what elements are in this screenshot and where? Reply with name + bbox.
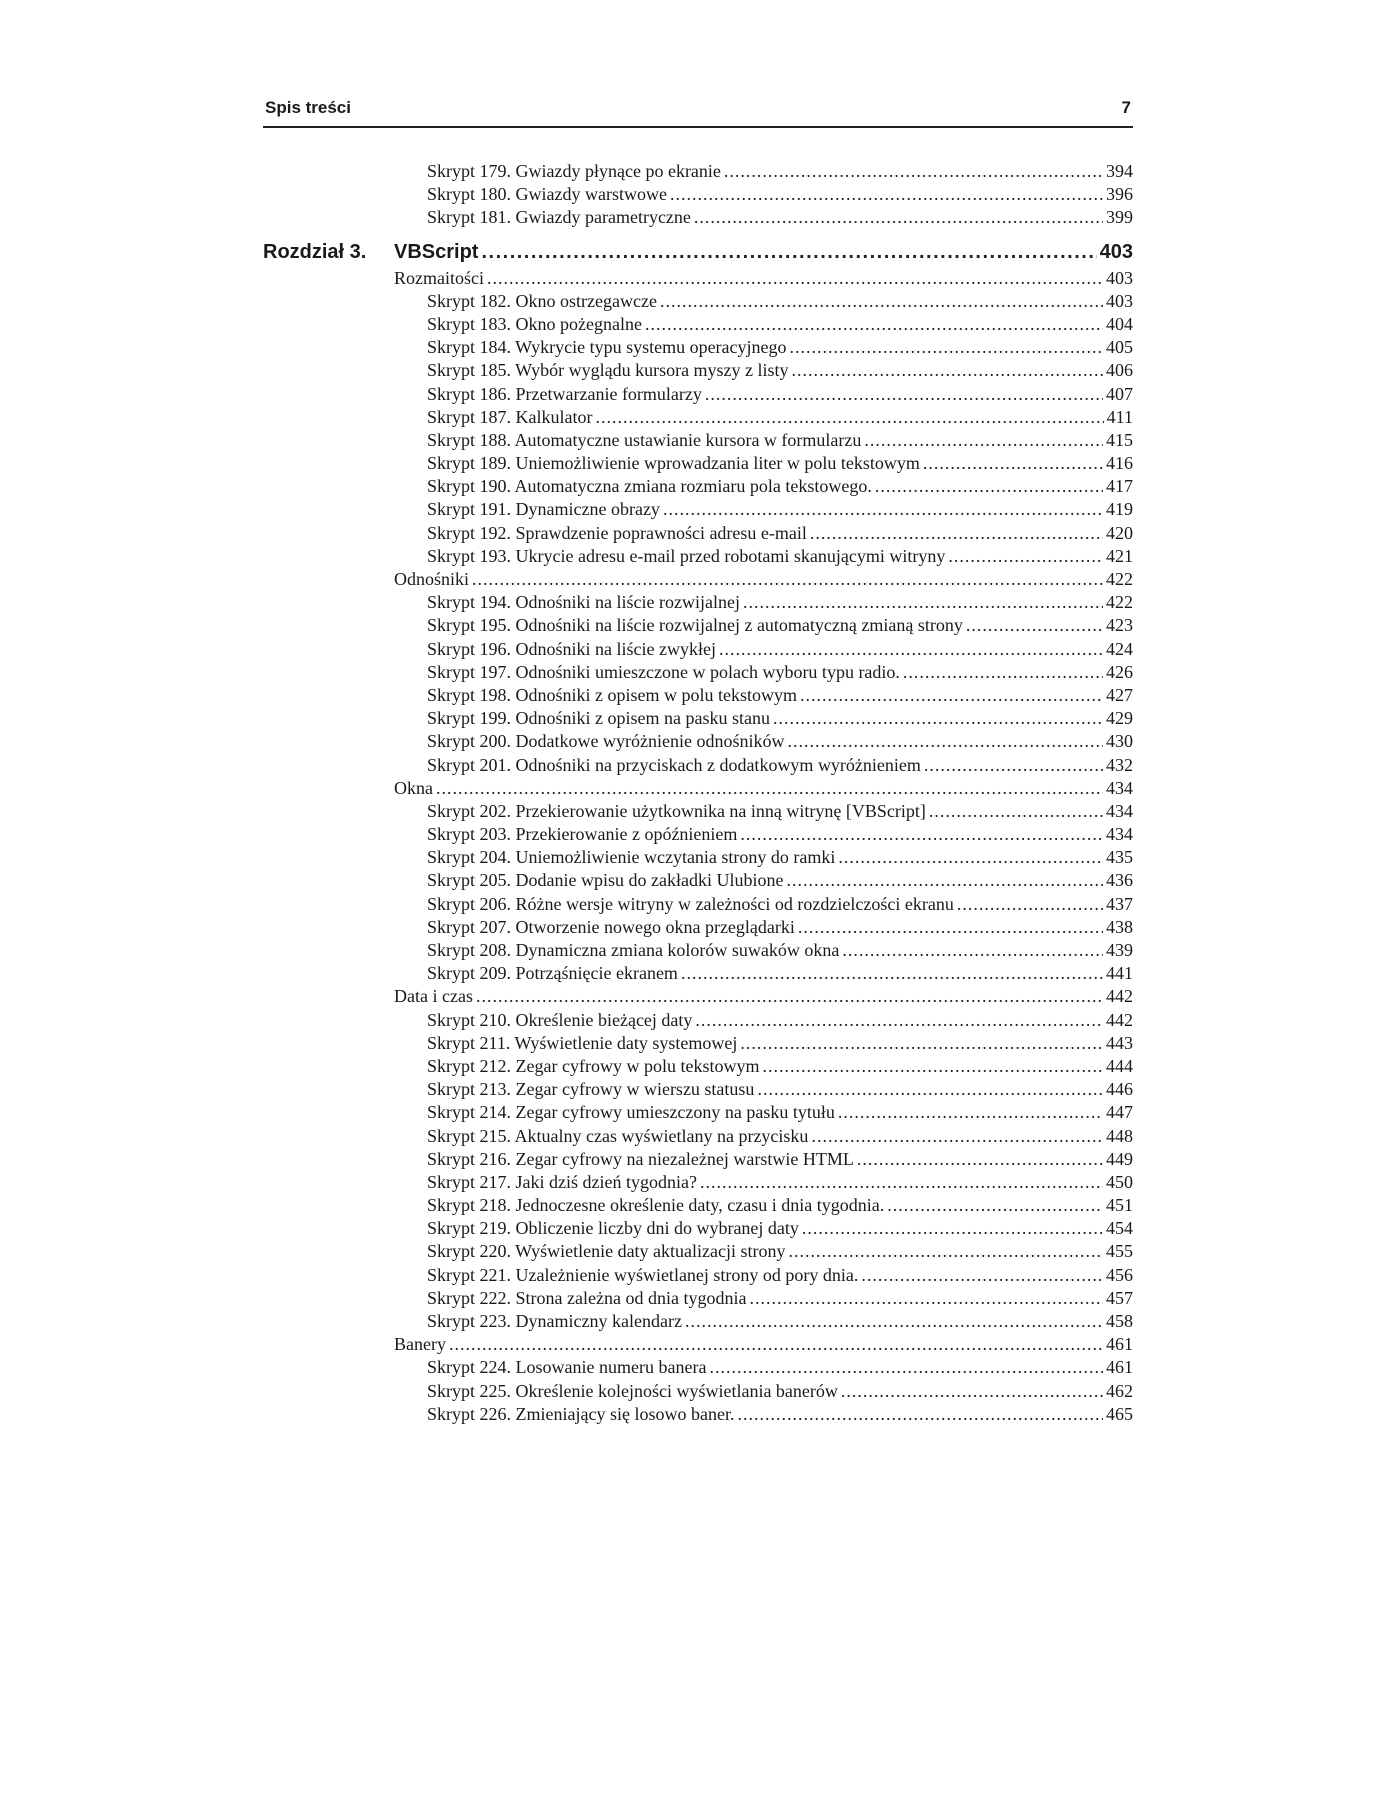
toc-entry-label: Skrypt 210. Określenie bieżącej daty <box>427 1009 693 1030</box>
dot-leader <box>700 1171 1103 1194</box>
section-entry-label: Odnośniki <box>394 569 470 589</box>
toc-entry-label: Skrypt 219. Obliczenie liczby dni do wybranej daty <box>427 1218 799 1239</box>
toc-entry[interactable] <box>263 1264 1133 1287</box>
toc-entry[interactable] <box>263 183 1133 206</box>
toc-entry[interactable] <box>263 522 1133 545</box>
toc-entry-page: 426 <box>1106 661 1133 682</box>
toc-entry[interactable] <box>263 730 1133 753</box>
toc-entry-label: Skrypt 225. Określenie kolejności wyświetlania banerów <box>427 1380 838 1401</box>
toc-entry[interactable] <box>263 939 1133 962</box>
toc-entry-label: Skrypt 200. Dodatkowe wyróżnienie odnośników <box>427 731 785 752</box>
toc-entry[interactable] <box>263 614 1133 637</box>
toc-entry[interactable] <box>263 962 1133 985</box>
dot-leader <box>957 893 1103 916</box>
toc-entry-page: 442 <box>1106 1009 1133 1030</box>
toc-entry[interactable] <box>263 1125 1133 1148</box>
toc-entry[interactable] <box>263 1380 1133 1403</box>
toc-entry-label: Skrypt 204. Uniemożliwienie wczytania strony do ramki <box>427 847 836 868</box>
toc-entry-page: 416 <box>1106 453 1133 474</box>
toc-entry-page: 429 <box>1106 708 1133 729</box>
dot-leader <box>786 869 1103 892</box>
toc-entry[interactable] <box>263 591 1133 614</box>
toc-entry[interactable] <box>263 1194 1133 1217</box>
dot-leader <box>966 614 1103 637</box>
toc-entry[interactable] <box>263 160 1133 183</box>
dot-leader <box>838 846 1103 869</box>
dot-leader <box>903 661 1103 684</box>
dot-leader <box>792 359 1103 382</box>
dot-leader <box>724 160 1103 183</box>
dot-leader <box>811 1125 1103 1148</box>
dot-leader <box>861 1264 1103 1287</box>
toc-entry[interactable] <box>263 1171 1133 1194</box>
toc-entry[interactable] <box>263 1217 1133 1240</box>
toc-entry[interactable] <box>263 1403 1133 1426</box>
toc-entry-label: Skrypt 189. Uniemożliwienie wprowadzania liter w polu tekstowym <box>427 453 920 474</box>
toc-entry[interactable] <box>263 916 1133 939</box>
toc-entry-label: Skrypt 203. Przekierowanie z opóźnieniem <box>427 824 738 845</box>
dot-leader <box>660 290 1103 313</box>
toc-entry[interactable] <box>263 893 1133 916</box>
dot-leader <box>685 1310 1103 1333</box>
section-entry-page: 434 <box>1106 777 1133 798</box>
section-entry[interactable] <box>263 1333 1133 1356</box>
toc-entry[interactable] <box>263 1310 1133 1333</box>
dot-leader <box>787 730 1103 753</box>
toc-entry-page: 394 <box>1106 161 1133 181</box>
toc-entry[interactable] <box>263 1032 1133 1055</box>
toc-entry[interactable] <box>263 823 1133 846</box>
toc-entry-label: Skrypt 211. Wyświetlenie daty systemowej <box>427 1032 738 1053</box>
toc-entry[interactable] <box>263 661 1133 684</box>
toc-entry[interactable] <box>263 1148 1133 1171</box>
toc-entry-label: Skrypt 196. Odnośniki na liście zwykłej <box>427 638 716 659</box>
toc-entry[interactable] <box>263 800 1133 823</box>
dot-leader <box>798 916 1103 939</box>
toc-entry-label: Skrypt 206. Różne wersje witryny w zależności od rozdzielczości ekranu <box>427 893 954 914</box>
dot-leader <box>790 336 1103 359</box>
dot-leader <box>670 183 1103 206</box>
toc-entry-label: Skrypt 187. Kalkulator <box>427 406 593 427</box>
toc-entry[interactable] <box>263 290 1133 313</box>
dot-leader <box>875 475 1103 498</box>
toc-entry[interactable] <box>263 429 1133 452</box>
toc-entry-page: 451 <box>1106 1195 1133 1216</box>
toc-entry-page: 421 <box>1106 545 1133 566</box>
dot-leader <box>709 1356 1103 1379</box>
dot-leader <box>740 823 1103 846</box>
toc-entry-label: Skrypt 220. Wyświetlenie daty aktualizacji strony <box>427 1241 786 1262</box>
dot-leader <box>472 568 1103 591</box>
toc-entry-label: Skrypt 226. Zmieniający się losowo baner. <box>427 1403 735 1424</box>
toc-entry[interactable] <box>263 1055 1133 1078</box>
toc-entry-label: Skrypt 213. Zegar cyfrowy w wierszu statusu <box>427 1079 755 1100</box>
dot-leader <box>481 237 1096 267</box>
section-entry[interactable] <box>263 777 1133 800</box>
toc-entry-page: 439 <box>1106 940 1133 960</box>
toc-entry-page: 406 <box>1106 360 1133 381</box>
toc-entry-page: 444 <box>1106 1055 1133 1076</box>
toc-entry[interactable] <box>263 475 1133 498</box>
toc-entry[interactable] <box>263 846 1133 869</box>
toc-entry-label: Skrypt 198. Odnośniki z opisem w polu tekstowym <box>427 684 797 705</box>
dot-leader <box>436 777 1103 800</box>
toc-entry[interactable] <box>263 383 1133 406</box>
toc-entry-page: 458 <box>1106 1311 1133 1331</box>
toc-entry-label: Skrypt 215. Aktualny czas wyświetlany na przycisku <box>427 1125 809 1146</box>
dot-leader <box>864 429 1103 452</box>
dot-leader <box>948 545 1103 568</box>
dot-leader <box>773 707 1103 730</box>
dot-leader <box>923 452 1103 475</box>
toc-entry-page: 450 <box>1106 1171 1133 1192</box>
running-title: Spis treści <box>265 98 351 117</box>
toc-entry[interactable] <box>263 1009 1133 1032</box>
dot-leader <box>737 1403 1103 1426</box>
section-entry-label: Rozmaitości <box>394 267 484 288</box>
toc-entry-label: Skrypt 209. Potrząśnięcie ekranem <box>427 963 678 984</box>
toc-entry[interactable] <box>263 336 1133 359</box>
toc-entry-label: Skrypt 193. Ukrycie adresu e-mail przed robotami skanującymi witryny <box>427 545 946 566</box>
toc-entry[interactable] <box>263 313 1133 336</box>
dot-leader <box>789 1240 1103 1263</box>
page-header <box>263 96 1133 128</box>
toc-entry-label: Skrypt 182. Okno ostrzegawcze <box>427 290 657 311</box>
toc-entry-label: Skrypt 218. Jednoczesne określenie daty, czasu i dnia tygodnia. <box>427 1195 885 1216</box>
toc-entry-label: Skrypt 194. Odnośniki na liście rozwijalnej <box>427 592 740 613</box>
section-entry[interactable] <box>263 568 1133 591</box>
toc-entry-label: Skrypt 224. Losowanie numeru banera <box>427 1357 707 1378</box>
table-of-contents <box>263 160 1133 1426</box>
toc-entry-label: Skrypt 180. Gwiazdy warstwowe <box>427 184 667 205</box>
toc-entry-page: 449 <box>1106 1148 1133 1169</box>
dot-leader <box>681 962 1103 985</box>
toc-entry-page: 419 <box>1106 499 1133 520</box>
dot-leader <box>800 684 1103 707</box>
toc-entry-page: 436 <box>1106 870 1133 891</box>
toc-entry-page: 435 <box>1106 847 1133 868</box>
toc-entry-page: 427 <box>1106 684 1133 705</box>
toc-entry[interactable] <box>263 452 1133 475</box>
section-entry-page: 442 <box>1106 986 1133 1007</box>
toc-entry-page: 399 <box>1106 207 1133 228</box>
section-entry-label: Banery <box>394 1334 446 1355</box>
chapter-page: 403 <box>1099 240 1133 263</box>
toc-entry[interactable] <box>263 1287 1133 1310</box>
dot-leader <box>740 1032 1103 1055</box>
toc-entry-label: Skrypt 205. Dodanie wpisu do zakładki Ulubione <box>427 870 784 891</box>
toc-entry-page: 422 <box>1106 592 1133 613</box>
dot-leader <box>929 800 1103 823</box>
toc-entry[interactable] <box>263 684 1133 707</box>
toc-entry-page: 405 <box>1106 337 1133 358</box>
toc-entry-label: Skrypt 179. Gwiazdy płynące po ekranie <box>427 161 721 181</box>
dot-leader <box>810 522 1103 545</box>
toc-entry-page: 423 <box>1106 615 1133 636</box>
toc-entry-page: 454 <box>1106 1218 1133 1239</box>
toc-entry-page: 457 <box>1106 1287 1133 1308</box>
section-entry[interactable] <box>263 985 1133 1008</box>
toc-entry[interactable] <box>263 638 1133 661</box>
chapter-title: VBScript <box>394 240 479 263</box>
toc-entry-page: 396 <box>1106 184 1133 205</box>
toc-entry[interactable] <box>263 1078 1133 1101</box>
toc-entry-label: Skrypt 192. Sprawdzenie poprawności adresu e-mail <box>427 522 807 543</box>
toc-entry-page: 438 <box>1106 916 1133 937</box>
toc-entry-page: 462 <box>1106 1380 1133 1401</box>
toc-entry-label: Skrypt 195. Odnośniki na liście rozwijalnej z automatyczną zmianą strony <box>427 615 963 636</box>
dot-leader <box>487 267 1103 290</box>
toc-entry-label: Skrypt 217. Jaki dziś dzień tygodnia? <box>427 1171 697 1192</box>
toc-entry-label: Skrypt 191. Dynamiczne obrazy <box>427 499 660 520</box>
toc-entry[interactable] <box>263 1101 1133 1124</box>
dot-leader <box>743 591 1103 614</box>
chapter-number: Rozdział 3. <box>263 240 367 263</box>
section-entry-page: 461 <box>1106 1334 1133 1355</box>
section-entry-page: 422 <box>1106 569 1133 589</box>
section-entry-label: Okna <box>394 777 433 798</box>
toc-entry-label: Skrypt 222. Strona zależna od dnia tygodnia <box>427 1287 747 1308</box>
toc-entry-label: Skrypt 184. Wykrycie typu systemu operacyjnego <box>427 337 787 358</box>
section-entry-page: 403 <box>1106 267 1133 288</box>
toc-entry-page: 411 <box>1106 406 1133 427</box>
toc-entry[interactable] <box>263 359 1133 382</box>
dot-leader <box>802 1217 1103 1240</box>
toc-entry-page: 434 <box>1106 800 1133 821</box>
toc-entry-page: 455 <box>1106 1241 1133 1262</box>
toc-entry-label: Skrypt 214. Zegar cyfrowy umieszczony na pasku tytułu <box>427 1102 835 1123</box>
toc-entry-label: Skrypt 190. Automatyczna zmiana rozmiaru pola tekstowego. <box>427 476 872 497</box>
toc-entry-label: Skrypt 186. Przetwarzanie formularzy <box>427 383 702 404</box>
toc-entry-page: 437 <box>1106 893 1133 914</box>
dot-leader <box>719 638 1103 661</box>
toc-entry-page: 403 <box>1106 290 1133 311</box>
toc-entry[interactable] <box>263 545 1133 568</box>
toc-entry-page: 434 <box>1106 824 1133 845</box>
toc-entry-page: 420 <box>1106 522 1133 543</box>
toc-entry[interactable] <box>263 1356 1133 1379</box>
toc-entry-page: 417 <box>1106 476 1133 497</box>
chapter-entry[interactable] <box>263 237 1133 267</box>
toc-entry-page: 456 <box>1106 1264 1133 1285</box>
toc-entry[interactable] <box>263 406 1133 429</box>
toc-entry[interactable] <box>263 869 1133 892</box>
dot-leader <box>762 1055 1103 1078</box>
toc-entry-label: Skrypt 199. Odnośniki z opisem na pasku stanu <box>427 708 770 729</box>
toc-entry-page: 443 <box>1106 1032 1133 1053</box>
dot-leader <box>749 1287 1103 1310</box>
toc-entry-label: Skrypt 181. Gwiazdy parametryczne <box>427 207 691 228</box>
dot-leader <box>887 1194 1103 1217</box>
section-entry-label: Data i czas <box>394 986 473 1007</box>
toc-entry-page: 447 <box>1106 1102 1133 1123</box>
toc-entry-page: 446 <box>1106 1079 1133 1100</box>
toc-entry-label: Skrypt 188. Automatyczne ustawianie kursora w formularzu <box>427 429 862 450</box>
toc-entry-page: 407 <box>1106 383 1133 404</box>
dot-leader <box>645 313 1103 336</box>
dot-leader <box>838 1101 1103 1124</box>
dot-leader <box>705 383 1103 406</box>
toc-entry-page: 430 <box>1106 731 1133 752</box>
toc-entry[interactable] <box>263 206 1133 229</box>
toc-entry-label: Skrypt 201. Odnośniki na przyciskach z dodatkowym wyróżnieniem <box>427 754 921 775</box>
toc-entry-page: 432 <box>1106 754 1133 775</box>
toc-entry-label: Skrypt 216. Zegar cyfrowy na niezależnej warstwie HTML <box>427 1148 854 1169</box>
toc-entry-label: Skrypt 212. Zegar cyfrowy w polu tekstowym <box>427 1055 760 1076</box>
toc-entry[interactable] <box>263 498 1133 521</box>
toc-entry-label: Skrypt 185. Wybór wyglądu kursora myszy z listy <box>427 360 789 381</box>
toc-entry-page: 415 <box>1106 429 1133 450</box>
dot-leader <box>476 985 1103 1008</box>
toc-entry-label: Skrypt 207. Otworzenie nowego okna przeglądarki <box>427 916 795 937</box>
page-number: 7 <box>1121 98 1131 117</box>
toc-entry[interactable] <box>263 707 1133 730</box>
dot-leader <box>663 498 1103 521</box>
toc-entry[interactable] <box>263 1240 1133 1263</box>
toc-entry-label: Skrypt 183. Okno pożegnalne <box>427 313 642 334</box>
dot-leader <box>449 1333 1103 1356</box>
toc-entry-label: Skrypt 208. Dynamiczna zmiana kolorów suwaków okna <box>427 940 840 960</box>
dot-leader <box>757 1078 1103 1101</box>
dot-leader <box>595 406 1103 429</box>
toc-entry-page: 424 <box>1106 638 1133 659</box>
toc-entry-label: Skrypt 223. Dynamiczny kalendarz <box>427 1311 682 1331</box>
dot-leader <box>841 1380 1103 1403</box>
toc-entry[interactable] <box>263 754 1133 777</box>
toc-entry-label: Skrypt 197. Odnośniki umieszczone w polach wyboru typu radio. <box>427 661 900 682</box>
dot-leader <box>857 1148 1103 1171</box>
toc-entry-page: 448 <box>1106 1125 1133 1146</box>
toc-entry-page: 441 <box>1106 963 1133 984</box>
dot-leader <box>924 754 1103 777</box>
toc-entry-page: 461 <box>1106 1357 1133 1378</box>
dot-leader <box>695 1009 1103 1032</box>
dot-leader <box>694 206 1103 229</box>
section-entry[interactable] <box>263 267 1133 290</box>
toc-entry-label: Skrypt 202. Przekierowanie użytkownika na inną witrynę [VBScript] <box>427 800 926 821</box>
toc-entry-page: 404 <box>1106 313 1133 334</box>
toc-entry-page: 465 <box>1106 1403 1133 1424</box>
toc-entry-label: Skrypt 221. Uzależnienie wyświetlanej strony od pory dnia. <box>427 1264 859 1285</box>
dot-leader <box>842 939 1103 962</box>
